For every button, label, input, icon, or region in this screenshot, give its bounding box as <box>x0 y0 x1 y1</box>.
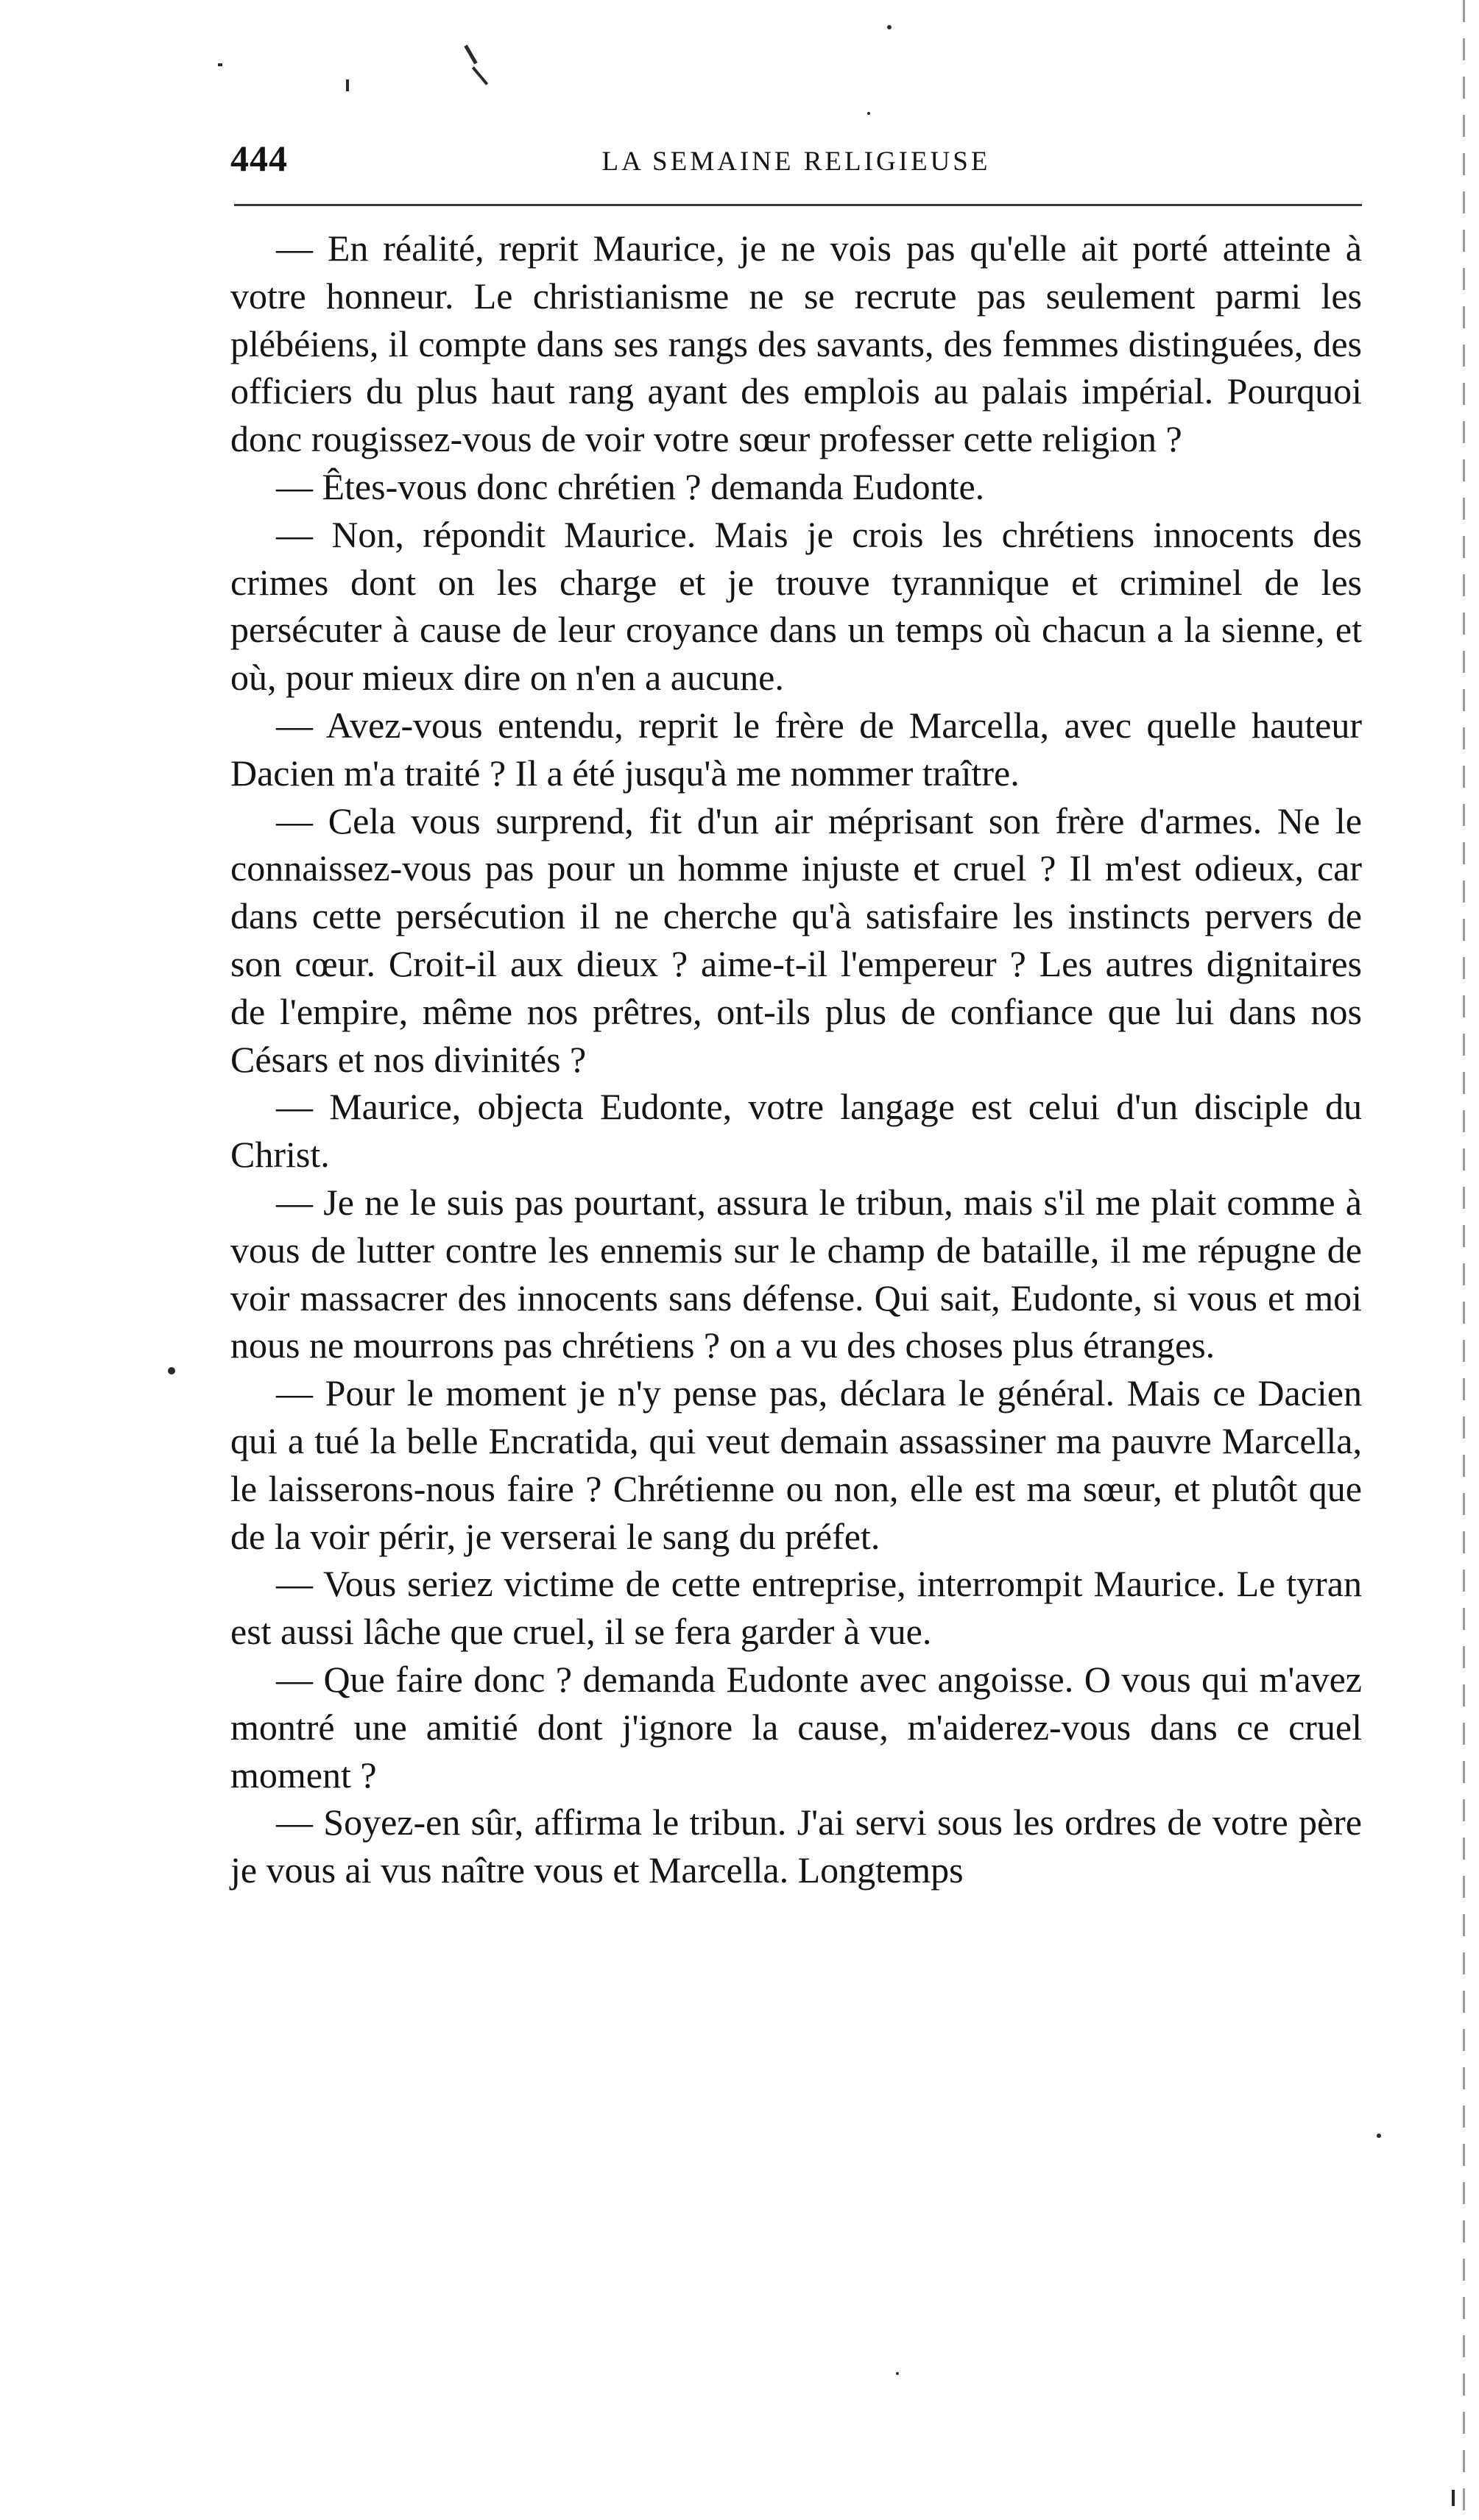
paragraph: — En réalité, reprit Maurice, je ne vois pas qu'elle ait porté atteinte à votre honneur. Le christianisme ne se recrute pas seulement parmi les plébéiens, il compte dans ses rangs des savants, des femmes distinguées, des officiers du plus haut rang ayant des emplois au palais impérial. Pourquoi donc rougissez-vous de voir votre sœur professer cette religion ? <box>230 227 1362 460</box>
paragraph: — Je ne le suis pas pourtant, assura le tribun, mais s'il me plait comme à vous de lutter contre les ennemis sur le champ de bataille, il me répugne de voir massacrer des innocents sans défense. Qui sait, Eudonte, si vous et moi nous ne mourrons pas chrétiens ? on a vu des choses plus étranges. <box>230 1181 1362 1366</box>
running-title: LA SEMAINE RELIGIEUSE <box>601 147 991 177</box>
paragraph: — Cela vous surprend, fit d'un air méprisant son frère d'armes. Ne le connaissez-vous pas pour un homme injuste et cruel ? Il m'est odieux, car dans cette persécution il ne cherche qu'à satisfaire les instincts pervers de son cœur. Croit-il aux dieux ? aime-t-il l'empereur ? Les autres dignitaires de l'empire, même nos prêtres, ont-ils plus de confiance que lui dans nos Césars et nos divinités ? <box>230 800 1362 1080</box>
header-rule <box>234 204 1362 206</box>
scan-speck <box>346 80 349 91</box>
page-header <box>230 137 1362 188</box>
scan-speck <box>887 25 892 29</box>
paragraph: — Non, répondit Maurice. Mais je crois les chrétiens innocents des crimes dont on les charge et je trouve tyrannique et criminel de les persécuter à cause de leur croyance dans un temps où chacun a la sienne, et où, pour mieux dire on n'en a aucune. <box>230 513 1362 699</box>
paragraph: — Avez-vous entendu, reprit le frère de Marcella, avec quelle hauteur Dacien m'a traité ? Il a été jusqu'à me nommer traître. <box>230 704 1362 794</box>
paragraph: — Soyez-en sûr, affirma le tribun. J'ai servi sous les ordres de votre père je vous ai vus naître vous et Marcella. Longtemps <box>230 1801 1362 1891</box>
page-number: 444 <box>230 138 288 179</box>
paragraph: — Pour le moment je n'y pense pas, déclara le général. Mais ce Dacien qui a tué la belle Encratida, qui veut demain assassiner ma pauvre Marcella, le laisserons-nous faire ? Chrétienne ou non, elle est ma sœur, et plutôt que de la voir périr, je verserai le sang du préfet. <box>230 1372 1362 1557</box>
scan-speck <box>867 112 870 115</box>
paragraph: — Vous seriez victime de cette entreprise, interrompit Maurice. Le tyran est aussi lâche que cruel, il se fera garder à vue. <box>230 1563 1362 1653</box>
paragraph: — Maurice, objecta Eudonte, votre langage est celui d'un disciple du Christ. <box>230 1086 1362 1176</box>
paragraph: — Que faire donc ? demanda Eudonte avec angoisse. O vous qui m'avez montré une amitié dont j'ignore la cause, m'aiderez-vous dans ce cruel moment ? <box>230 1658 1362 1796</box>
scan-speck <box>464 45 477 65</box>
scan-speck <box>1452 2490 1455 2506</box>
body-text <box>230 225 1362 1894</box>
scan-speck <box>896 2372 899 2375</box>
scan-speck <box>168 1367 175 1374</box>
scan-speck <box>218 63 222 66</box>
page-edge-line <box>1463 0 1465 2520</box>
scan-speck <box>472 66 488 85</box>
scan-speck <box>1377 2133 1381 2138</box>
paragraph: — Êtes-vous donc chrétien ? demanda Eudonte. <box>276 465 985 507</box>
